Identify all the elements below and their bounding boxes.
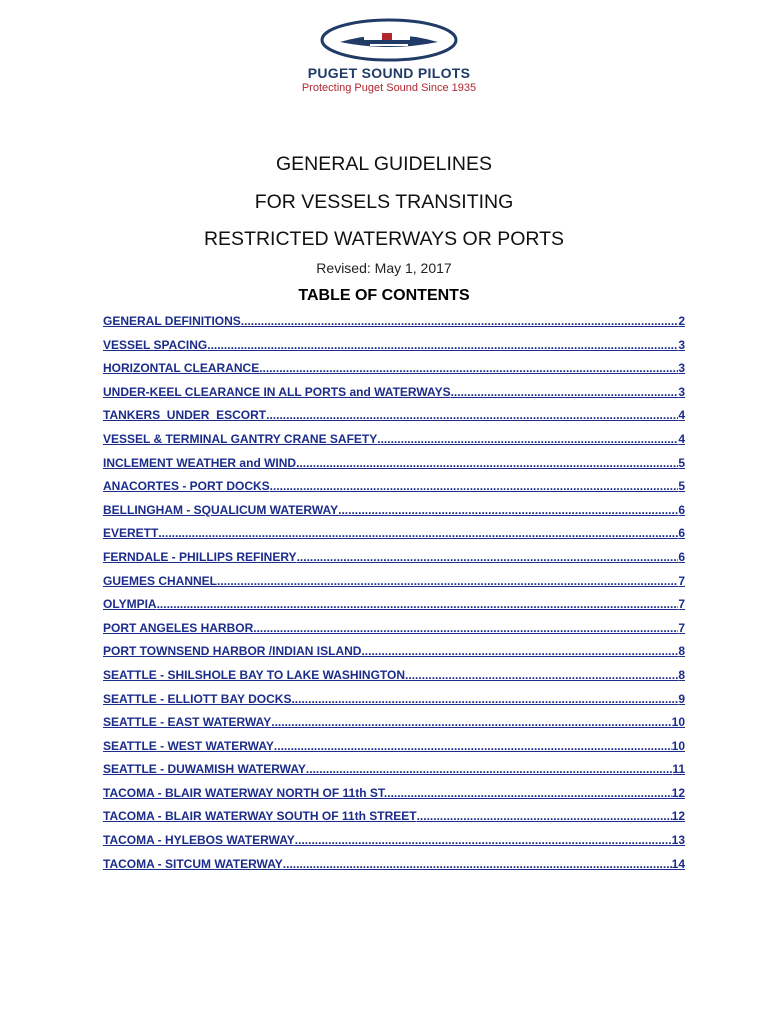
- toc-entry-page: 6: [678, 502, 685, 517]
- toc-heading: TABLE OF CONTENTS: [298, 287, 470, 304]
- toc-entry-page: 14: [671, 856, 685, 871]
- toc-entry-anacortes[interactable]: [103, 479, 685, 503]
- toc-entry-tankers-under-escort[interactable]: [103, 408, 685, 432]
- toc-entry-page: 6: [678, 526, 685, 541]
- toc-entry-seattle-west-waterway[interactable]: [103, 739, 685, 763]
- toc-entry-title: BELLINGHAM - SQUALICUM WATERWAY: [103, 502, 339, 517]
- toc-entry-title: TACOMA - SITCUM WATERWAY: [103, 856, 283, 871]
- toc-entry-tacoma-hylebos[interactable]: [103, 833, 685, 857]
- logo-tagline: Protecting Puget Sound Since 1935: [301, 82, 477, 94]
- toc-entry-tacoma-blair-north[interactable]: [103, 786, 685, 810]
- toc-entry-page: 7: [678, 573, 685, 588]
- toc-entry-page: 4: [678, 408, 685, 423]
- toc-entry-title: SEATTLE - ELLIOTT BAY DOCKS: [103, 691, 292, 706]
- toc-entry-bellingham[interactable]: [103, 503, 685, 527]
- toc-entry-page: 9: [678, 691, 685, 706]
- toc-entry-page: 10: [671, 738, 685, 753]
- toc-entry-title: HORIZONTAL CLEARANCE: [103, 361, 260, 376]
- toc-entry-under-keel-clearance[interactable]: [103, 385, 685, 409]
- toc-entry-title: GUEMES CHANNEL: [103, 573, 218, 588]
- toc-entry-title: ANACORTES - PORT DOCKS: [103, 479, 270, 494]
- toc-entry-title: UNDER-KEEL CLEARANCE IN ALL PORTS and WATERWAYS: [103, 384, 451, 399]
- toc-entry-title: VESSEL SPACING: [103, 337, 208, 352]
- toc-entry-general-definitions[interactable]: [103, 314, 685, 338]
- toc-entry-seattle-east-waterway[interactable]: [103, 715, 685, 739]
- toc-entry-title: PORT TOWNSEND HARBOR /INDIAN ISLAND: [103, 644, 362, 659]
- toc-entry-page: 7: [678, 597, 685, 612]
- toc-entry-title: INCLEMENT WEATHER and WIND: [103, 455, 297, 470]
- logo: [290, 18, 488, 104]
- toc-entry-everett[interactable]: [103, 526, 685, 550]
- toc-entry-page: 12: [671, 809, 685, 824]
- toc-entry-page: 8: [678, 644, 685, 659]
- toc-entry-port-angeles[interactable]: [103, 621, 685, 645]
- toc-entry-title: SEATTLE - WEST WATERWAY: [103, 738, 274, 753]
- toc-entry-horizontal-clearance[interactable]: [103, 361, 685, 385]
- toc-entry-seattle-shilshole[interactable]: [103, 668, 685, 692]
- toc-entry-page: 3: [678, 384, 685, 399]
- toc-entry-page: 5: [678, 479, 685, 494]
- toc-entry-title: FERNDALE - PHILLIPS REFINERY: [103, 549, 297, 564]
- toc-entry-page: 4: [678, 431, 685, 446]
- toc-entry-title: SEATTLE - DUWAMISH WATERWAY: [103, 762, 306, 777]
- toc-entry-page: 2: [678, 314, 685, 328]
- toc-entry-seattle-elliott-bay[interactable]: [103, 692, 685, 716]
- toc-entry-title: SEATTLE - EAST WATERWAY: [103, 715, 272, 730]
- logo-name: PUGET SOUND PILOTS: [307, 65, 471, 81]
- toc-entry-seattle-duwamish[interactable]: [103, 762, 685, 786]
- toc-entry-title: TACOMA - BLAIR WATERWAY NORTH OF 11th ST.: [103, 785, 388, 800]
- toc-entry-title: TANKERS UNDER ESCORT: [103, 408, 267, 423]
- document-title-line-1: GENERAL GUIDELINES: [275, 153, 492, 175]
- toc-entry-title: GENERAL DEFINITIONS: [103, 314, 241, 328]
- document-title-line-3: RESTRICTED WATERWAYS OR PORTS: [203, 228, 565, 250]
- toc-entry-vessel-spacing[interactable]: [103, 338, 685, 362]
- toc-entry-page: 13: [671, 833, 685, 848]
- toc-entry-title: OLYMPIA: [103, 597, 157, 612]
- ship-emblem-icon: [320, 18, 458, 62]
- revision-date: Revised: May 1, 2017: [316, 260, 452, 276]
- toc-entry-title: PORT ANGELES HARBOR: [103, 620, 254, 635]
- toc-entry-title: TACOMA - HYLEBOS WATERWAY: [103, 833, 295, 848]
- toc-entry-inclement-weather[interactable]: [103, 456, 685, 480]
- toc-entry-title: TACOMA - BLAIR WATERWAY SOUTH OF 11th STREET: [103, 809, 417, 824]
- toc-entry-page: 3: [678, 361, 685, 376]
- toc-entry-page: 5: [678, 455, 685, 470]
- toc-entry-olympia[interactable]: [103, 597, 685, 621]
- toc-entry-port-townsend[interactable]: [103, 644, 685, 668]
- toc-entry-guemes-channel[interactable]: [103, 574, 685, 598]
- toc-entry-page: 6: [678, 549, 685, 564]
- toc-entry-tacoma-blair-south[interactable]: [103, 809, 685, 833]
- toc-entry-ferndale[interactable]: [103, 550, 685, 574]
- document-title-line-2: FOR VESSELS TRANSITING: [254, 191, 514, 213]
- toc-entry-title: SEATTLE - SHILSHOLE BAY TO LAKE WASHINGTON: [103, 667, 406, 682]
- toc-entry-title: VESSEL & TERMINAL GANTRY CRANE SAFETY: [103, 431, 378, 446]
- toc-entry-tacoma-sitcum[interactable]: [103, 857, 685, 881]
- toc-entry-page: 10: [671, 715, 685, 730]
- toc-entry-page: 7: [678, 620, 685, 635]
- toc-entry-title: EVERETT: [103, 526, 159, 541]
- toc-entry-gantry-crane-safety[interactable]: [103, 432, 685, 456]
- toc-entry-page: 3: [678, 337, 685, 352]
- toc-entry-page: 8: [678, 667, 685, 682]
- toc-entry-page: 11: [672, 762, 685, 777]
- toc-entry-page: 12: [671, 785, 685, 800]
- table-of-contents: [103, 314, 685, 880]
